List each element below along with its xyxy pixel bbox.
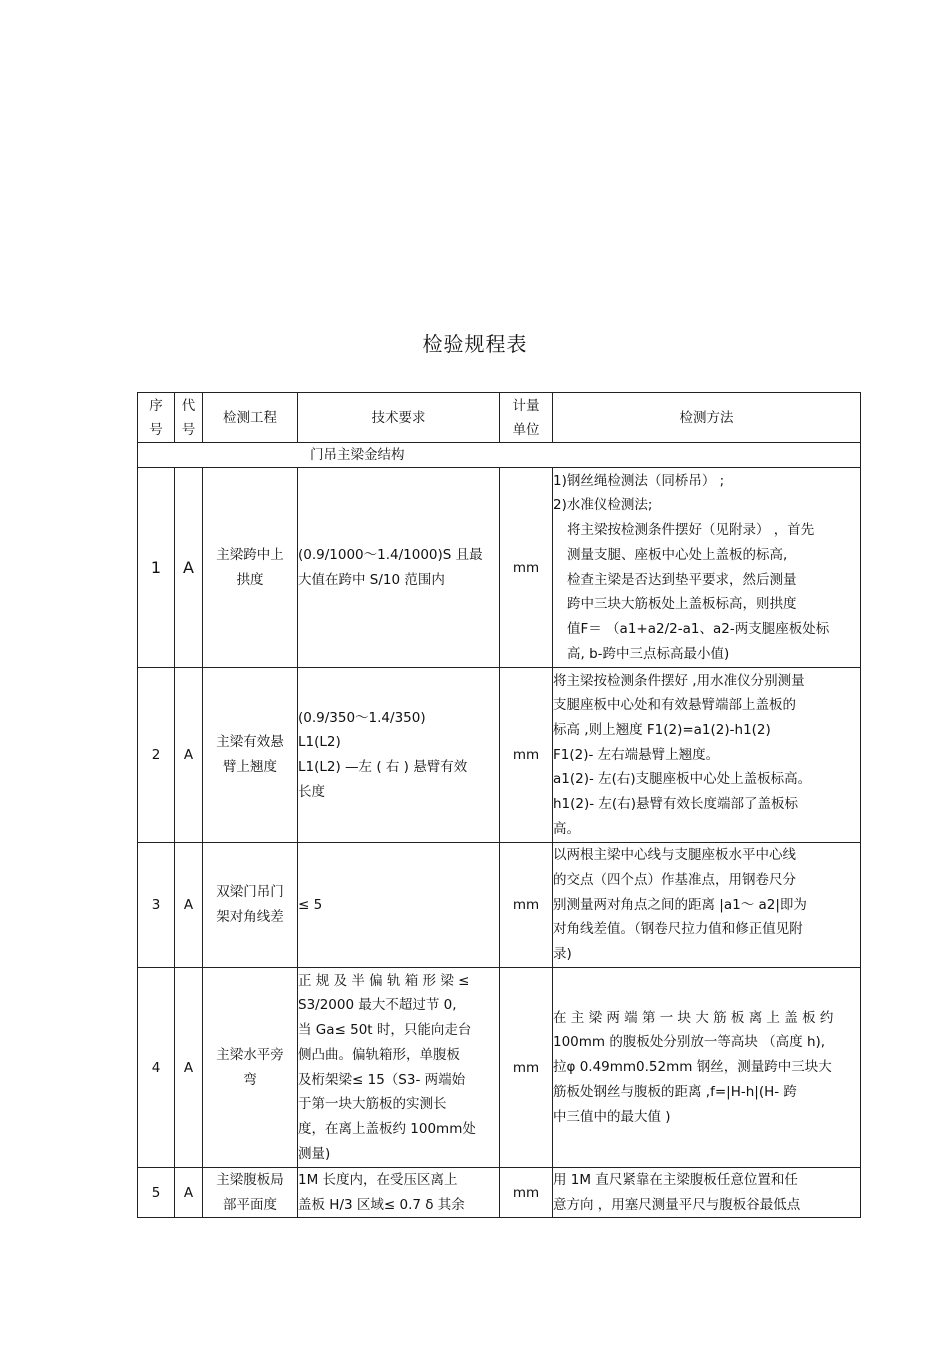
row-unit: mm xyxy=(500,843,553,968)
header-req: 技术要求 xyxy=(298,393,500,443)
row-unit: mm xyxy=(500,1168,553,1218)
table-row xyxy=(138,668,861,843)
header-row xyxy=(138,393,861,443)
row-req: 正 规 及 半 偏 轨 箱 形 梁 ≤ S3/2000 最大不超过节 0, 当 Ga≤ 50t 时，只能向走台 侧凸曲。偏轨箱形，单腹板 及桁架梁≤ 15（S3- 两端始 于第一块大筋板的实测长 度，在离上盖板约 100mm处 测量) xyxy=(298,968,500,1168)
row-seq: 3 xyxy=(138,843,175,968)
header-method: 检测方法 xyxy=(553,393,861,443)
row-item: 主梁有效悬 臂上翘度 xyxy=(203,668,298,843)
row-item: 主梁腹板局 部平面度 xyxy=(203,1168,298,1218)
row-method: 1)钢丝绳检测法（同桥吊） ; 2)水准仪检测法; 将主梁按检测条件摆好（见附录） ，首先 测量支腿、座板中心处上盖板的标高, 检查主梁是否达到垫平要求，然后测量 跨中三块大筋板处上盖板标高，则拱度 值F＝ （a1+a2/2-a1、a2-两支腿座板处标 高, b-跨中三点标高最小值) xyxy=(553,468,861,668)
table-row xyxy=(138,1168,861,1218)
row-req: 1M 长度内，在受压区离上 盖板 H/3 区域≤ 0.7 δ 其余 xyxy=(298,1168,500,1218)
header-unit: 计量 单位 xyxy=(500,393,553,443)
row-unit: mm xyxy=(500,468,553,668)
header-item: 检测工程 xyxy=(203,393,298,443)
row-seq: 4 xyxy=(138,968,175,1168)
row-req: (0.9/1000～1.4/1000)S 且最 大值在跨中 S/10 范围内 xyxy=(298,468,500,668)
row-item: 主梁水平旁 弯 xyxy=(203,968,298,1168)
table-row xyxy=(138,843,861,968)
row-seq: 2 xyxy=(138,668,175,843)
row-method: 用 1M 直尺紧靠在主梁腹板任意位置和任 意方向 ，用塞尺测量平尺与腹板谷最低点 xyxy=(553,1168,861,1218)
row-method: 将主梁按检测条件摆好 ,用水准仪分别测量 支腿座板中心处和有效悬臂端部上盖板的 标高 ,则上翘度 F1(2)=a1(2)-h1(2) F1(2)- 左右端悬臂上翘度。 a1(2)- 左(右)支腿座板中心处上盖板标高。 h1(2)- 左(右)悬臂有效长度端部了盖板标 高。 xyxy=(553,668,861,843)
row-code: A xyxy=(175,843,203,968)
row-item: 主梁跨中上 拱度 xyxy=(203,468,298,668)
row-unit: mm xyxy=(500,968,553,1168)
row-unit: mm xyxy=(500,668,553,843)
inspection-table xyxy=(137,392,861,1218)
row-seq: 1 xyxy=(138,468,175,668)
row-code: A xyxy=(175,468,203,668)
table-row xyxy=(138,468,861,668)
row-code: A xyxy=(175,668,203,843)
row-code: A xyxy=(175,968,203,1168)
row-item: 双梁门吊门 架对角线差 xyxy=(203,843,298,968)
row-seq: 5 xyxy=(138,1168,175,1218)
section-row xyxy=(138,443,861,468)
row-req: (0.9/350～1.4/350) L1(L2) L1(L2) —左 ( 右 ) 悬臂有效 长度 xyxy=(298,668,500,843)
section-label: 门吊主梁金结构 xyxy=(138,443,861,468)
header-seq: 序 号 xyxy=(138,393,175,443)
row-code: A xyxy=(175,1168,203,1218)
table-row xyxy=(138,968,861,1168)
row-req: ≤ 5 xyxy=(298,843,500,968)
header-code: 代 号 xyxy=(175,393,203,443)
row-method: 以两根主梁中心线与支腿座板水平中心线 的交点（四个点）作基准点，用钢卷尺分 别测量两对角点之间的距离 |a1～ a2|即为 对角线差值。（钢卷尺拉力值和修正值见附 录) xyxy=(553,843,861,968)
row-method: 在 主 梁 两 端 第 一 块 大 筋 板 离 上 盖 板 约 100mm 的腹板处分别放一等高块 （高度 h), 拉φ 0.49mm0.52mm 钢丝，测量跨中三块大 筋板处钢丝与腹板的距离 ,f=|H-h|(H- 跨 中三值中的最大值 ) xyxy=(553,968,861,1168)
page-title: 检验规程表 xyxy=(422,332,528,356)
